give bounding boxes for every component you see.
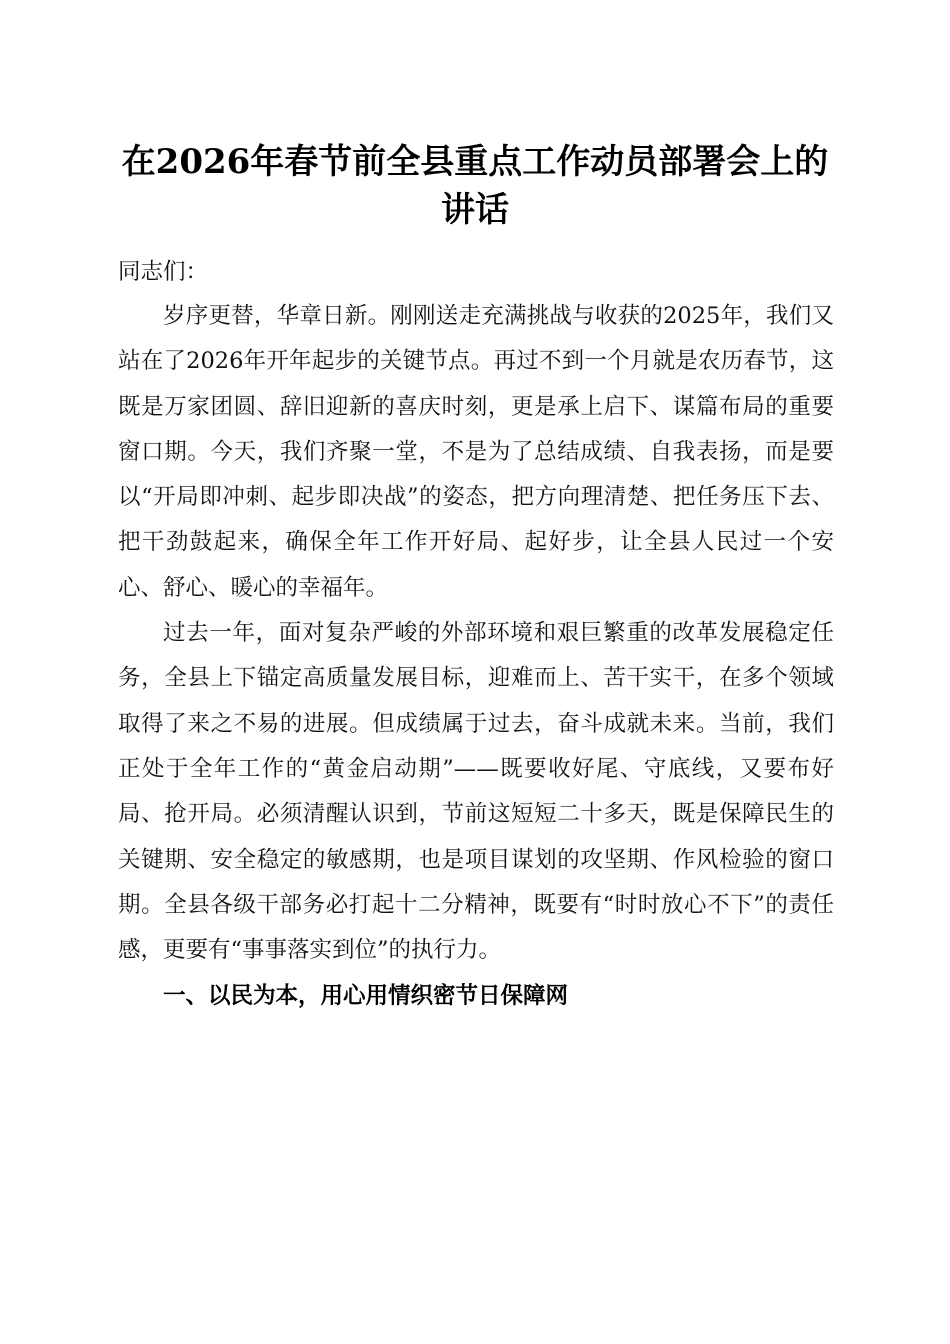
salutation: 同志们： — [118, 259, 209, 285]
document-body — [118, 250, 834, 1019]
paragraph-review: 过去一年，面对复杂严峻的外部环境和艰巨繁重的改革发展稳定任务，全县上下锚定高质量发展目标，迎难而上、苦干实干，在多个领域取得了来之不易的进展。但成绩属于过去，奋斗成就未来。当前，我们正处于全年工作的“黄金启动期”——既要收好尾、守底线，又要布好局、抢开局。必须清醒认识到，节前这短短二十多天，既是保障民生的关键期、安全稳定的敏感期，也是项目谋划的攻坚期、作风检验的窗口期。全县各级干部务必打起十二分精神，既要有“时时放心不下”的责任感，更要有“事事落实到位”的执行力。 — [118, 620, 834, 964]
paragraph-opening: 岁序更替，华章日新。刚刚送走充满挑战与收获的2025年，我们又站在了2026年开年起步的关键节点。再过不到一个月就是农历春节，这既是万家团圆、辞旧迎新的喜庆时刻，更是承上启下、谋篇布局的重要窗口期。今天，我们齐聚一堂，不是为了总结成绩、自我表扬，而是要以“开局即冲刺、起步即决战”的姿态，把方向理清楚、把任务压下去、把干劲鼓起来，确保全年工作开好局、起好步，让全县人民过一个安心、舒心、暖心的幸福年。 — [118, 303, 834, 601]
section-heading: 一、以民为本，用心用情织密节日保障网 — [163, 983, 569, 1010]
document-title: 在2026年春节前全县重点工作动员部署会上的讲话 — [121, 142, 829, 230]
